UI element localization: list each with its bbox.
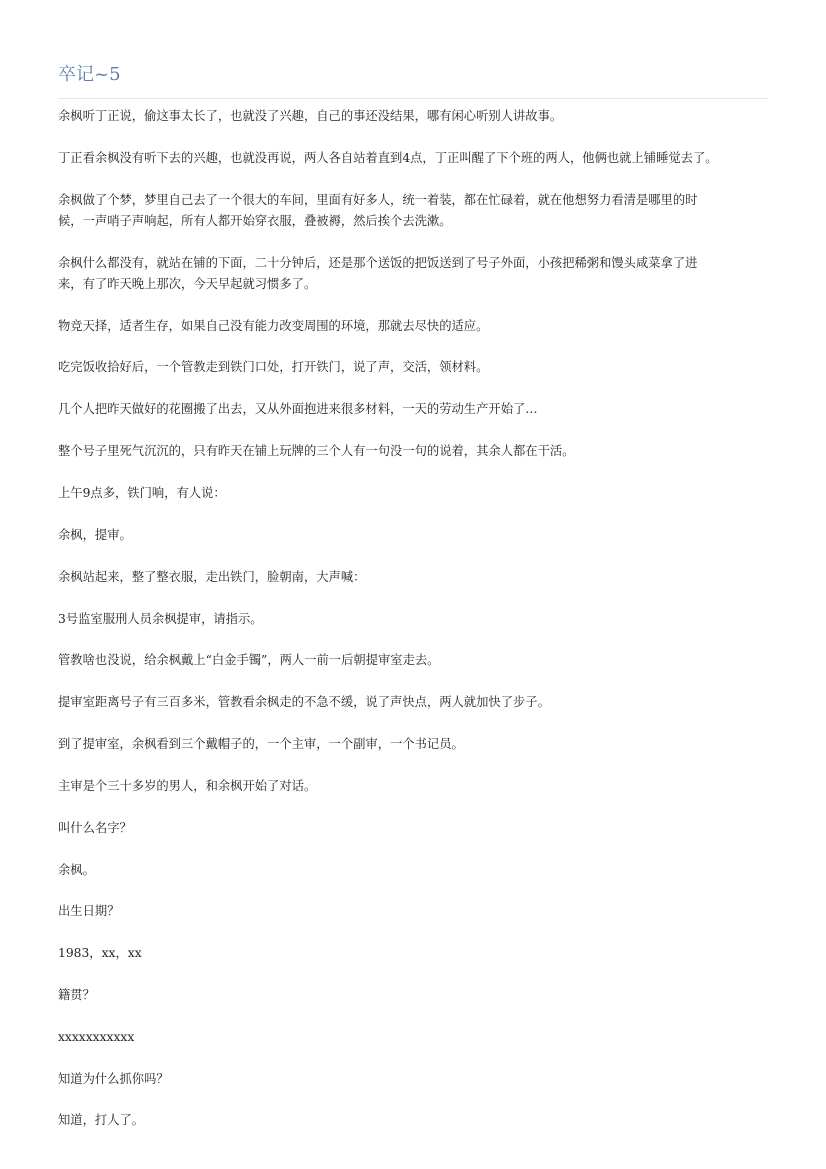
paragraph bbox=[58, 399, 770, 420]
paragraph bbox=[58, 650, 770, 671]
paragraph-line: 余枫站起来，整了整衣服，走出铁门，脸朝南，大声喊： bbox=[58, 570, 366, 584]
paragraph bbox=[58, 316, 770, 337]
paragraph bbox=[58, 253, 770, 295]
paragraph bbox=[58, 943, 770, 964]
paragraph bbox=[58, 901, 770, 922]
paragraph bbox=[58, 692, 770, 713]
paragraph-line: 余枫做了个梦，梦里自己去了一个很大的车间，里面有好多人，统一着装，都在忙碌着，就在他想努力看清是哪里的时 bbox=[58, 193, 698, 207]
paragraph bbox=[58, 609, 770, 630]
paragraph-line: 管教啥也没说，给余枫戴上“白金手镯”，两人一前一后朝提审室走去。 bbox=[58, 653, 440, 667]
paragraph bbox=[58, 776, 770, 797]
paragraph bbox=[58, 148, 770, 169]
paragraph-line: 余枫什么都没有，就站在铺的下面，二十分钟后，还是那个送饭的把饭送到了号子外面，小孩把稀粥和馒头咸菜拿了进 bbox=[58, 256, 698, 270]
paragraph-line: 丁正看余枫没有听下去的兴趣，也就没再说，两人各自站着直到4点，丁正叫醒了下个班的两人，他俩也就上铺睡觉去了。 bbox=[58, 151, 718, 165]
paragraph bbox=[58, 1110, 770, 1131]
paragraph-line: 提审室距离号子有三百多米，管教看余枫走的不急不缓，说了声快点，两人就加快了步子。 bbox=[58, 695, 550, 709]
paragraph bbox=[58, 525, 770, 546]
paragraph-line: 物竞天择，适者生存，如果自己没有能力改变周围的环境，那就去尽快的适应。 bbox=[58, 319, 489, 333]
paragraph bbox=[58, 818, 770, 839]
paragraph-line: 主审是个三十多岁的男人，和余枫开始了对话。 bbox=[58, 779, 317, 793]
paragraph-line: 上午9点多，铁门响，有人说： bbox=[58, 486, 226, 500]
page-title: 卒记~5 bbox=[58, 64, 121, 85]
paragraph-line: 余枫，提审。 bbox=[58, 528, 132, 542]
paragraph-line: 出生日期？ bbox=[58, 904, 120, 918]
paragraph-line: 到了提审室，余枫看到三个戴帽子的，一个主审，一个副审，一个书记员。 bbox=[58, 737, 464, 751]
paragraph bbox=[58, 441, 770, 462]
paragraph-line: 知道，打人了。 bbox=[58, 1113, 145, 1127]
paragraph-line: 整个号子里死气沉沉的，只有昨天在铺上玩牌的三个人有一句没一句的说着，其余人都在干活。 bbox=[58, 444, 575, 458]
paragraph bbox=[58, 567, 770, 588]
paragraph bbox=[58, 985, 770, 1006]
paragraph-line: 几个人把昨天做好的花圈搬了出去，又从外面抱进来很多材料，一天的劳动生产开始了… bbox=[58, 402, 538, 416]
paragraph bbox=[58, 106, 770, 127]
paragraph-line: 叫什么名字？ bbox=[58, 821, 132, 835]
paragraph bbox=[58, 1069, 770, 1090]
paragraph bbox=[58, 860, 770, 881]
title-divider bbox=[58, 98, 768, 99]
paragraph-line: 吃完饭收拾好后，一个管教走到铁门口处，打开铁门，说了声，交活，领材料。 bbox=[58, 360, 489, 374]
paragraph-line: 籍贯？ bbox=[58, 988, 95, 1002]
paragraph-line: 知道为什么抓你吗？ bbox=[58, 1072, 169, 1086]
paragraph bbox=[58, 483, 770, 504]
paragraph-line: 来，有了昨天晚上那次，今天早起就习惯多了。 bbox=[58, 277, 317, 291]
paragraph-line: 余枫。 bbox=[58, 863, 95, 877]
paragraph bbox=[58, 734, 770, 755]
paragraph-line: 候，一声哨子声响起，所有人都开始穿衣服，叠被褥，然后挨个去洗漱。 bbox=[58, 214, 452, 228]
paragraph-line: 1983，xx，xx bbox=[58, 946, 142, 960]
paragraph bbox=[58, 357, 770, 378]
paragraph-line: xxxxxxxxxxx bbox=[58, 1030, 135, 1044]
paragraph-line: 余枫听丁正说，偷这事太长了，也就没了兴趣，自己的事还没结果，哪有闲心听别人讲故事。 bbox=[58, 109, 563, 123]
paragraph bbox=[58, 190, 770, 232]
paragraph-line: 3号监室服刑人员余枫提审，请指示。 bbox=[58, 612, 263, 626]
paragraph bbox=[58, 1027, 770, 1048]
